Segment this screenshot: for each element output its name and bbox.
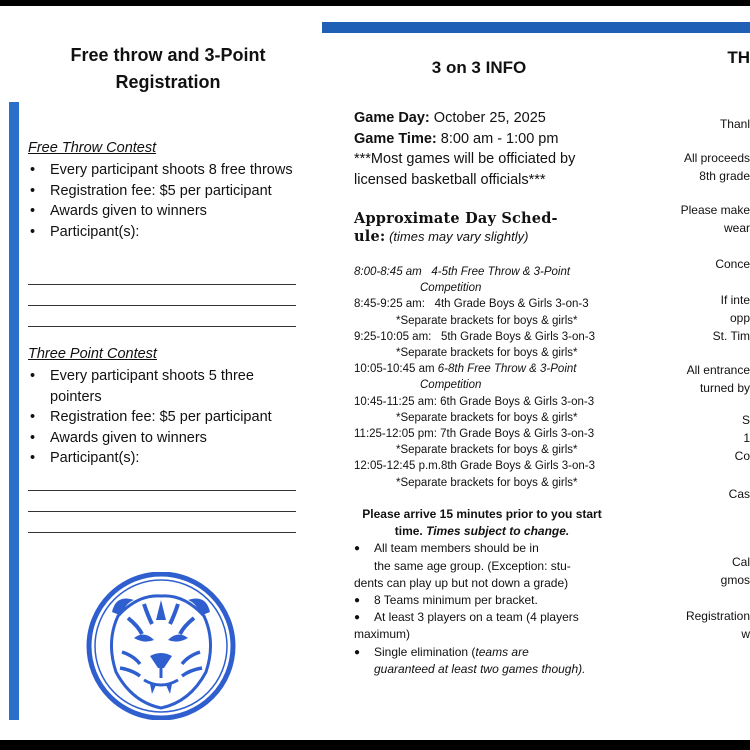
free-throw-heading: Free Throw Contest [28, 140, 157, 156]
list-item: • Participant(s): [28, 448, 303, 469]
left-title: Free throw and 3-Point Registration [70, 45, 266, 92]
left-accent-bar [9, 102, 19, 720]
schedule-row: 10:05-10:45 am 6-8th Free Throw & 3-Point [354, 363, 577, 376]
rules-section: Please arrive 15 minutes prior to you start time. Times subject to change. ● All team members should be in the same age group. (Exception: stu- dents can play up but not down a grade) ● 8 Teams minimum per bracket. ● At least 3 players on a team (4 players maximum) ● Single elimination (teams are guaranteed at least two games though). [354, 506, 610, 678]
top-accent-bar [322, 22, 750, 33]
game-details: Game Day: October 25, 2025 Game Time: 8:00 am - 1:00 pm ***Most games will be officiated by licensed basketball officials*** [354, 110, 576, 188]
free-throw-list [28, 160, 303, 242]
participant-line[interactable] [28, 326, 296, 327]
schedule-list: 8:00-8:45 am 4-5th Free Throw & 3-Point Competition 8:45-9:25 am: 4th Grade Boys & Girls 3-on-3 *Separate brackets for boys & girls* 9:25-10:05 am: 5th Grade Boys & Girls 3-on-3 *Separate brackets for boys & girls* 10:05-10:45 am 6-8th Free Throw & 3-Point Competition 10:45-11:25 am: 6th Grade Boys & Girls 3-on-3 *Separate brackets for boys & girls* 11:25-12:05 pm: 7th Grade Boys & Girls 3-on-3 *Separate brackets for boys & girls* 12:05-12:45 p.m.8th Grade Boys & Girls 3-on-3 *Separate brackets for boys & girls* [354, 264, 614, 491]
list-item: ● Single elimination (teams are [354, 644, 610, 661]
list-item: • Participant(s): [28, 222, 303, 243]
list-item: • Registration fee: $5 per participant [28, 181, 303, 202]
list-item: • Registration fee: $5 per participant [28, 407, 303, 428]
schedule-heading: Approximate Day Sched- ule: (times may vary slightly) [354, 210, 558, 245]
schedule-row: 8:45-9:25 am: 4th Grade Boys & Girls 3-on-3 [354, 298, 589, 311]
list-item: ● At least 3 players on a team (4 players [354, 609, 610, 626]
info-title: 3 on 3 INFO [431, 58, 527, 77]
participant-line[interactable] [28, 490, 296, 491]
list-item: • Every participant shoots 5 three pointers [28, 366, 303, 407]
schedule-row: 12:05-12:45 p.m.8th Grade Boys & Girls 3-on-3 [354, 460, 595, 473]
participant-line[interactable] [28, 305, 296, 306]
participant-line[interactable] [28, 532, 296, 533]
list-item: • Every participant shoots 8 free throws [28, 160, 303, 181]
list-item: ● 8 Teams minimum per bracket. [354, 592, 610, 609]
schedule-row: 9:25-10:05 am: 5th Grade Boys & Girls 3-on-3 [354, 330, 595, 343]
participant-line[interactable] [28, 284, 296, 285]
brochure-page: Free throw and 3-Point Registration Free Throw Contest • Every participant shoots 8 free throws • Registration fee: $5 per participant • Awards given to winners • Participant(s): Three Point Contest • Every participant shoots 5 three pointers • Registration fee: $5 per participant • Awards given to winners • Participant(s): 3 on 3 INFO Game Day: October 25, 2025 Game Time: 8:00 am - 1:00 pm ***Most games will be officiated by licensed basketball officials*** Approximate Day Sched- ule: (times may vary slightly) 8:00-8:45 am 4-5th Free Throw & 3-Point Competition 8:45-9:25 am: 4th Grade Boys & Girls 3-on-3 *Separate brackets for boys & girls* 9:25-10:05 am: 5th Grade Boys & Girls 3-on-3 *Separate brackets for boys & girls* 10:05-10:45 am 6-8th Free Throw & 3-Point Competition 10:45-11:25 am: 6th Grade Boys & Girls 3-on-3 *Separate brackets for boys & girls* 11:25-12:05 pm: 7th Grade Boys & Girls 3-on-3 *Separate brackets for boys & girls* 12:05-12:45 p.m.8th Grade Boys & Girls 3-on-3 *Separate brackets for boys & girls* Please arrive 15 minutes prior to you start time. Times subject to change. ● All team members should be in the same age group. (Exception: stu- dents can play up but not down a grade) ● 8 Teams minimum per bracket. ● At least 3 players on a team (4 players maximum) ● Single elimination (teams are guaranteed at least two games though). TH Thanl All proceeds 8th grade Please make wear Conce If inte opp St. Tim All entrance turned by S 1 Co Cas Cal gmos Registration w [0, 6, 750, 740]
schedule-row: 11:25-12:05 pm: 7th Grade Boys & Girls 3-on-3 [354, 428, 595, 441]
list-item: • Awards given to winners [28, 428, 303, 449]
three-point-heading: Three Point Contest [28, 346, 157, 362]
list-item: • Awards given to winners [28, 201, 303, 222]
three-point-list [28, 366, 303, 469]
schedule-row: 10:45-11:25 am: 6th Grade Boys & Girls 3-on-3 [354, 395, 595, 408]
participant-line[interactable] [28, 511, 296, 512]
schedule-row: 8:00-8:45 am 4-5th Free Throw & 3-Point [354, 266, 571, 278]
list-item: ● All team members should be in [354, 540, 610, 557]
tiger-mascot-logo-icon [78, 572, 244, 720]
